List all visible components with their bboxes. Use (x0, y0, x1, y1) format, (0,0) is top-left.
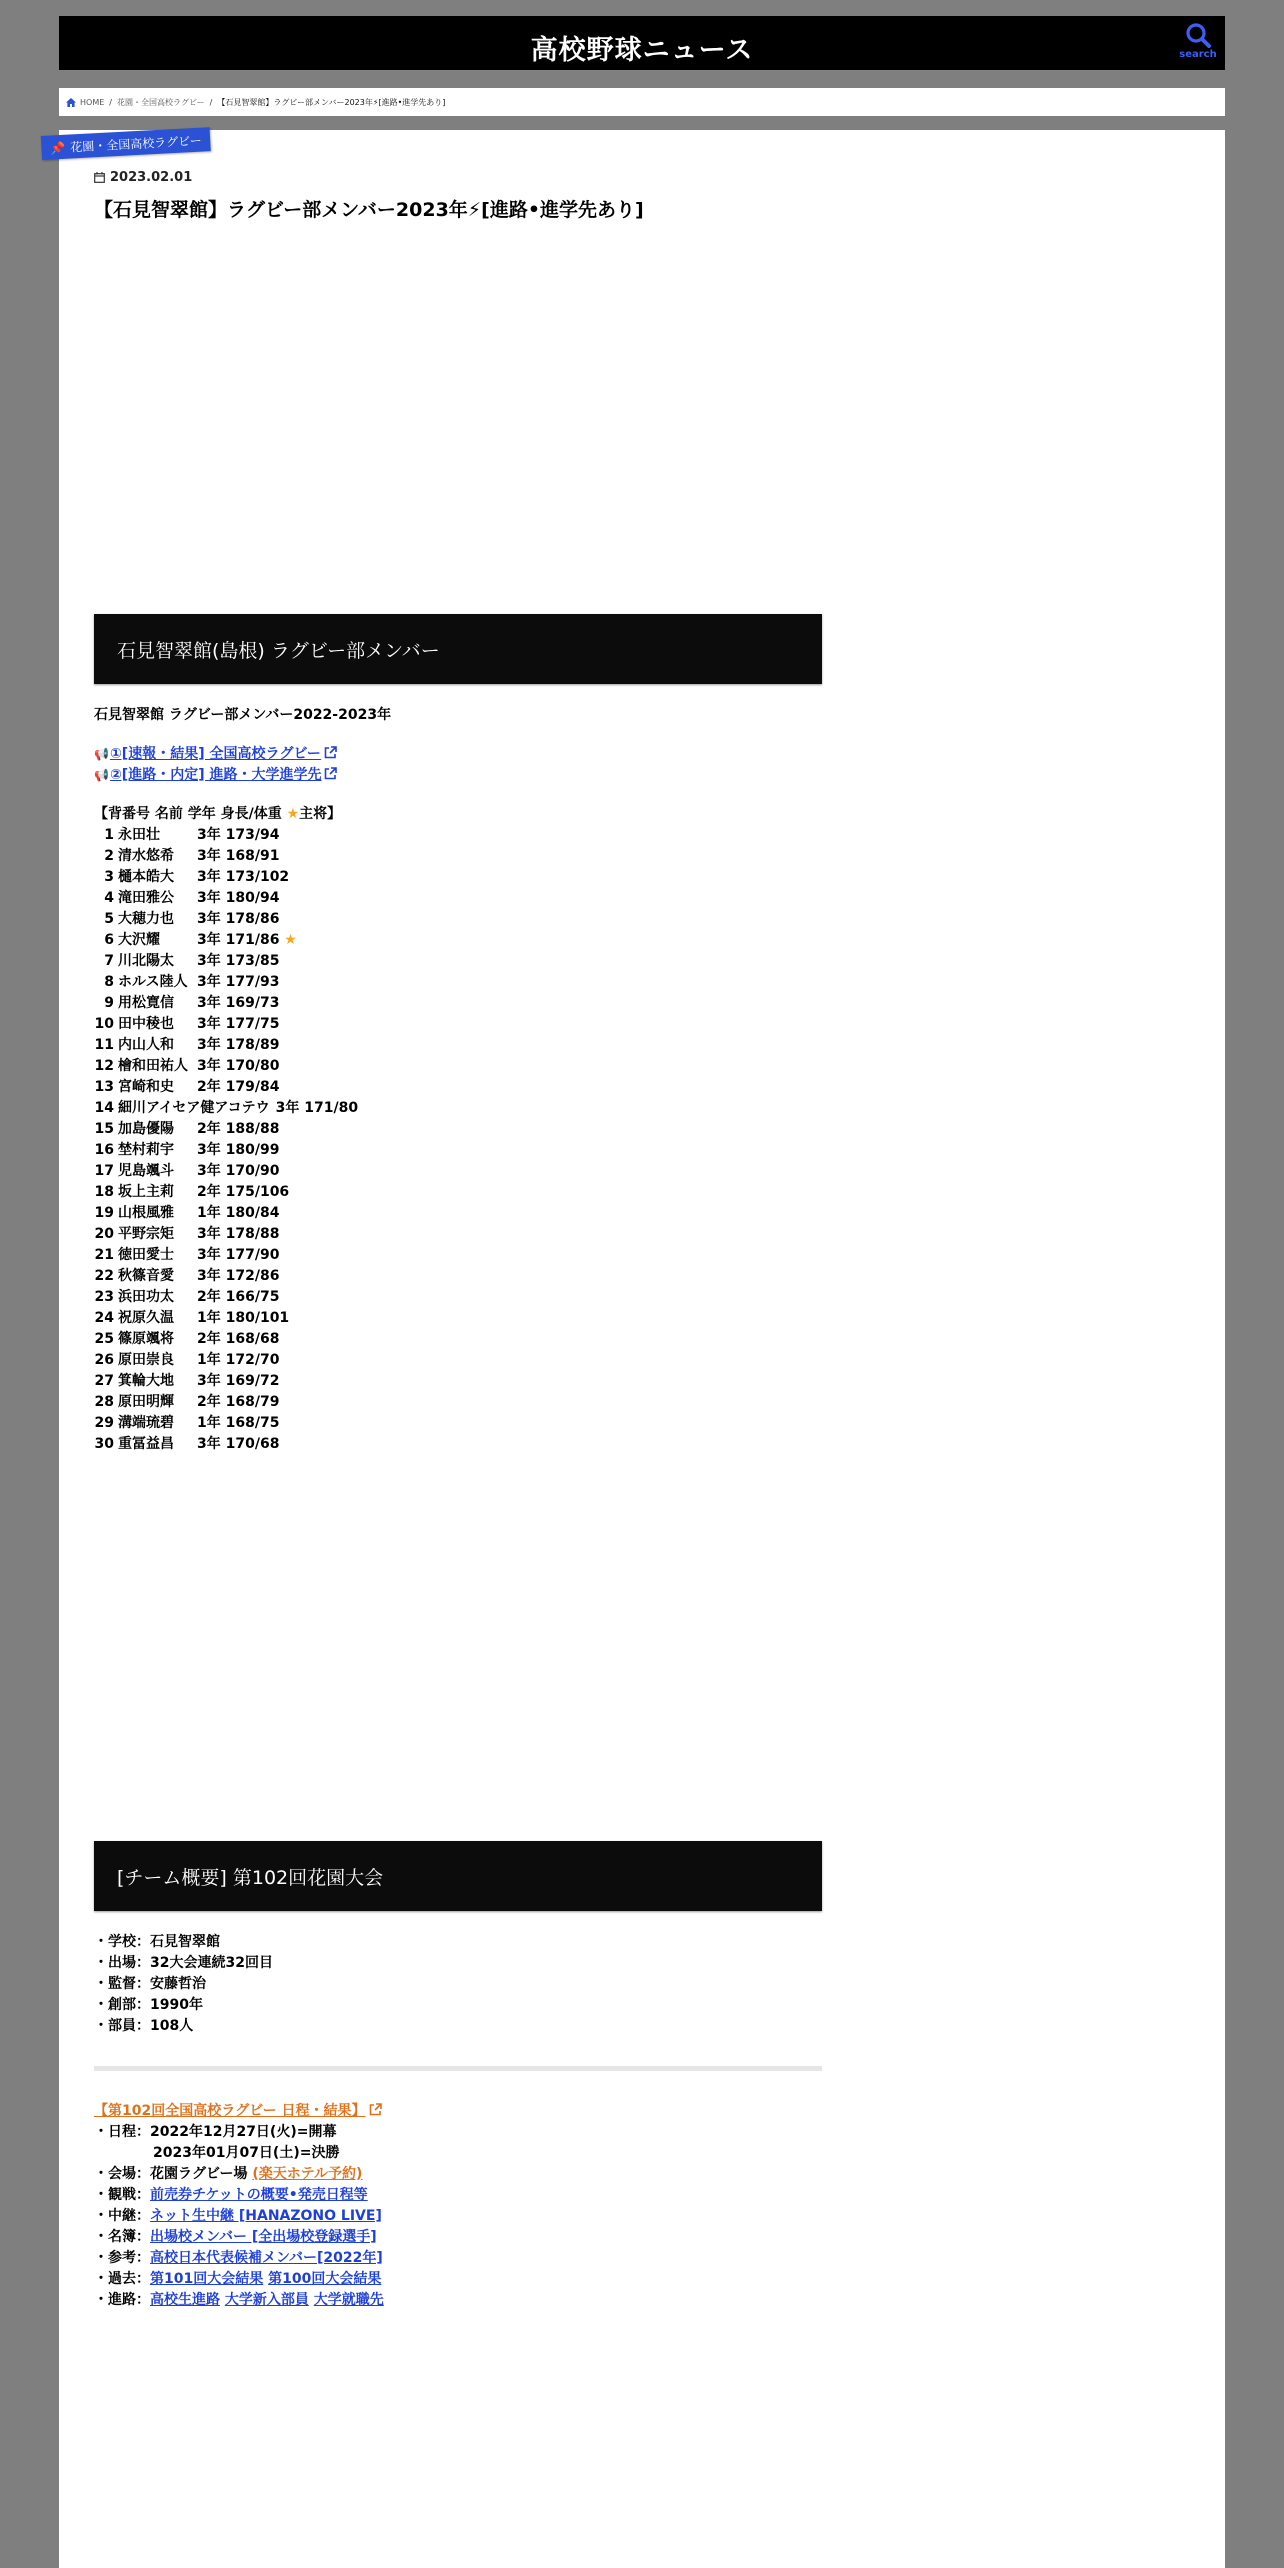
roster-number: 30 (94, 1436, 114, 1452)
roster-name: 加島優陽 (118, 1121, 174, 1137)
external-link-icon (324, 767, 337, 780)
roster-number: 27 (94, 1373, 114, 1389)
roster-number: 14 (94, 1100, 114, 1116)
result-link[interactable]: ①[速報・結果] 全国高校ラグビー (109, 746, 321, 762)
roster-info: 3年 170/90 (197, 1163, 280, 1179)
roster-number: 4 (104, 890, 114, 906)
roster-number: 22 (94, 1268, 114, 1284)
roster-row (94, 993, 834, 1014)
roster-info: 3年 178/89 (197, 1037, 280, 1053)
roster-name: 坂上主莉 (118, 1184, 174, 1200)
captain-star-icon: ★ (279, 932, 297, 948)
roster-row (94, 1182, 834, 1203)
roster-number: 29 (94, 1415, 114, 1431)
roster-info: 2年 175/106 (197, 1184, 290, 1200)
roster-name: ホルス陸人 (118, 974, 188, 990)
past-100-link[interactable]: 第100回大会結果 (268, 2271, 382, 2287)
post-date (94, 170, 192, 185)
roster-number: 15 (94, 1121, 114, 1137)
roster-name: 祝原久温 (118, 1310, 174, 1326)
roster-number: 24 (94, 1310, 114, 1326)
overview-item: ・創部：1990年 (94, 1997, 203, 2013)
schedule-label: ・日程： (94, 2124, 150, 2140)
university-jobs-link[interactable]: 大学就職先 (313, 2292, 384, 2308)
roster-name: 永田壮 (118, 827, 160, 843)
roster-name: 原田崇良 (118, 1352, 174, 1368)
roster-row (94, 1056, 834, 1077)
roster-row (94, 1161, 834, 1182)
broadcast-label: ・中継： (94, 2208, 150, 2224)
highschool-career-link[interactable]: 高校生進路 (150, 2292, 220, 2308)
roster-row (94, 1140, 834, 1161)
roster-name: 川北陽太 (118, 953, 174, 969)
roster-name: 用松寛信 (118, 995, 174, 1011)
roster-info: 1年 172/70 (197, 1352, 280, 1368)
roster-info: 3年 180/99 (197, 1142, 280, 1158)
watch-label: ・観戦： (94, 2187, 150, 2203)
roster-row (94, 1119, 834, 1140)
university-recruits-link[interactable]: 大学新入部員 (224, 2292, 309, 2308)
roster-info: 3年 173/102 (197, 869, 290, 885)
roster-name: 細川アイセア健アコテウ (118, 1100, 270, 1116)
roster-header-text-end: 主将】 (299, 806, 342, 822)
roster-info: 3年 173/85 (197, 953, 280, 969)
members-content (94, 705, 834, 1455)
hotel-link[interactable]: (楽天ホテル予約) (252, 2166, 363, 2182)
roster-name: 滝田雅公 (118, 890, 174, 906)
roster-row (94, 1203, 834, 1224)
roster-info: 2年 168/68 (197, 1331, 280, 1347)
roster-name: 浜田功太 (118, 1289, 174, 1305)
roster-info: 1年 180/84 (197, 1205, 280, 1221)
divider (94, 2066, 822, 2071)
roster-number: 3 (104, 869, 114, 885)
overview-item: ・出場：32大会連続32回目 (94, 1955, 273, 1971)
roster-name: 大沢耀 (118, 932, 160, 948)
roster-number: 28 (94, 1394, 114, 1410)
roster-name: 秋篠音愛 (118, 1268, 174, 1284)
post-title: 【石見智翠館】ラグビー部メンバー2023年⚡[進路•進学先あり] (94, 199, 644, 221)
roster-row (94, 825, 834, 846)
roster-name: 宮崎和史 (118, 1079, 174, 1095)
breadcrumb (59, 88, 1225, 116)
roster-number: 8 (104, 974, 114, 990)
ticket-link[interactable]: 前売券チケットの概要•発売日程等 (150, 2187, 368, 2203)
roster-list (94, 825, 834, 1455)
roster-name: 樋本皓大 (118, 869, 174, 885)
roster-name: 平野宗矩 (118, 1226, 174, 1242)
reference-label: ・参考： (94, 2250, 150, 2266)
roster-row (94, 1098, 834, 1119)
roster-info: 3年 170/80 (197, 1058, 280, 1074)
site-title[interactable]: 高校野球ニュース (530, 35, 754, 66)
career-link-row (94, 765, 834, 786)
roster-info: 3年 177/90 (197, 1247, 280, 1263)
roster-row (94, 1371, 834, 1392)
roster-number: 16 (94, 1142, 114, 1158)
breadcrumb-category-link[interactable]: 花園・全国高校ラグビー (116, 97, 205, 107)
career-label: ・進路： (94, 2292, 150, 2308)
roster-row (94, 1434, 834, 1455)
roster-name: 檜和田祐人 (118, 1058, 188, 1074)
roster-name: 山根風雅 (118, 1205, 174, 1221)
roster-info: 2年 168/79 (197, 1394, 280, 1410)
home-icon (66, 98, 76, 107)
external-link-icon (369, 2103, 382, 2116)
megaphone-icon: 📢 (94, 747, 109, 761)
roster-row (94, 888, 834, 909)
roster-name: 田中稜也 (118, 1016, 174, 1032)
roster-number: 26 (94, 1352, 114, 1368)
roster-number: 23 (94, 1289, 114, 1305)
star-icon: ★ (286, 806, 300, 822)
roster-info: 3年 171/80 (275, 1100, 359, 1116)
venue-text: 花園ラグビー場 (150, 2166, 253, 2182)
roster-info: 3年 170/68 (197, 1436, 280, 1452)
roster-number: 10 (94, 1016, 114, 1032)
schedule-final: 2023年01月07日(土)=決勝 (153, 2145, 340, 2161)
calendar-icon (94, 172, 105, 183)
roster-info: 3年 180/94 (197, 890, 280, 906)
roster-name: 内山人和 (118, 1037, 174, 1053)
roster-info: 1年 168/75 (197, 1415, 280, 1431)
roster-name: 原田明輝 (118, 1394, 174, 1410)
section-heading-overview: [チーム概要] 第102回花園大会 (94, 1841, 822, 1911)
roster-name: 児島颯斗 (118, 1163, 174, 1179)
post-date-text: 2023.02.01 (110, 170, 193, 185)
roster-name: 清水悠希 (118, 848, 174, 864)
career-link[interactable]: ②[進路・内定] 進路・大学進学先 (109, 767, 322, 783)
roster-info: 3年 171/86 (197, 932, 280, 948)
roster-row (94, 951, 834, 972)
roster-info: 2年 179/84 (197, 1079, 280, 1095)
roster-number: 11 (94, 1037, 114, 1053)
roster-info: 3年 178/88 (197, 1226, 280, 1242)
roster-number: 9 (104, 995, 114, 1011)
roster-info: 3年 169/72 (197, 1373, 280, 1389)
roster-number: 7 (104, 953, 114, 969)
roster-row (94, 1266, 834, 1287)
roster-number: 17 (94, 1163, 114, 1179)
members-subtitle: 石見智翠館 ラグビー部メンバー2022-2023年 (94, 707, 392, 723)
roster-info: 3年 173/94 (197, 827, 280, 843)
roster-row (94, 1329, 834, 1350)
roster-row (94, 1035, 834, 1056)
roster-row (94, 972, 834, 993)
roster-number: 19 (94, 1205, 114, 1221)
roster-row (94, 1014, 834, 1035)
section-heading-members: 石見智翠館(島根) ラグビー部メンバー (94, 614, 822, 684)
roster-row (94, 846, 834, 867)
roster-name: 埜村莉宇 (118, 1142, 174, 1158)
tournament-link[interactable]: 【第102回全国高校ラグビー 日程・結果】 (94, 2103, 366, 2119)
past-label: ・過去： (94, 2271, 150, 2287)
roster-row (94, 1392, 834, 1413)
search-button[interactable] (1179, 20, 1217, 66)
live-stream-link[interactable]: ネット生中継 [HANAZONO LIVE] (150, 2208, 382, 2224)
overview-item: ・部員：108人 (94, 2018, 194, 2034)
overview-item: ・学校：石見智翠館 (94, 1934, 220, 1950)
site-header (59, 16, 1225, 70)
roster-row (94, 930, 834, 951)
overview-item: ・監督：安藤哲治 (94, 1976, 206, 1992)
roster-row (94, 1413, 834, 1434)
roster-number: 6 (104, 932, 114, 948)
roster-row (94, 1245, 834, 1266)
roster-name: 溝端琉碧 (118, 1415, 174, 1431)
roster-number: 20 (94, 1226, 114, 1242)
roster-row (94, 1077, 834, 1098)
breadcrumb-home-link[interactable]: HOME (80, 97, 105, 107)
roster-header (94, 804, 834, 825)
roster-info: 3年 178/86 (197, 911, 280, 927)
roster-info: 3年 177/75 (197, 1016, 280, 1032)
pin-icon: 📌 (50, 140, 66, 156)
roster-row (94, 1287, 834, 1308)
search-icon (1185, 22, 1211, 48)
roster-number: 18 (94, 1184, 114, 1200)
past-101-link[interactable]: 第101回大会結果 (150, 2271, 264, 2287)
venue-label: ・会場： (94, 2166, 150, 2182)
roster-row (94, 867, 834, 888)
roster-info: 2年 166/75 (197, 1289, 280, 1305)
roster-info: 3年 168/91 (197, 848, 280, 864)
roster-label: ・名簿： (94, 2229, 150, 2245)
roster-info: 3年 169/73 (197, 995, 280, 1011)
roster-info: 3年 177/93 (197, 974, 280, 990)
roster-row (94, 1308, 834, 1329)
roster-info: 2年 188/88 (197, 1121, 280, 1137)
schedule-opening: 2022年12月27日(火)=開幕 (150, 2124, 337, 2140)
tournament-info (94, 2101, 834, 2311)
overview-content (94, 1932, 834, 2037)
roster-number: 25 (94, 1331, 114, 1347)
roster-name: 大穂力也 (118, 911, 174, 927)
roster-number: 5 (104, 911, 114, 927)
breadcrumb-current: 【石見智翠館】ラグビー部メンバー2023年⚡[進路•進学先あり] (217, 97, 446, 107)
breadcrumb-separator: / (109, 97, 112, 107)
roster-number: 2 (104, 848, 114, 864)
megaphone-icon: 📢 (94, 768, 109, 782)
roster-row (94, 1350, 834, 1371)
roster-name: 徳田愛士 (118, 1247, 174, 1263)
roster-row (94, 1224, 834, 1245)
roster-header-text: 【背番号 名前 学年 身長/体重 (94, 806, 287, 822)
category-badge-label: 花園・全国高校ラグビー (69, 133, 203, 155)
roster-name: 箕輪大地 (118, 1373, 174, 1389)
participants-link[interactable]: 出場校メンバー [全出場校登録選手] (150, 2229, 377, 2245)
search-label: search (1179, 49, 1217, 60)
external-link-icon (324, 746, 337, 759)
result-link-row (94, 744, 834, 765)
roster-info: 1年 180/101 (197, 1310, 290, 1326)
roster-number: 12 (94, 1058, 114, 1074)
roster-name: 篠原颯将 (118, 1331, 174, 1347)
roster-name: 重冨益昌 (118, 1436, 174, 1452)
japan-team-link[interactable]: 高校日本代表候補メンバー[2022年] (150, 2250, 383, 2266)
roster-number: 13 (94, 1079, 114, 1095)
roster-number: 21 (94, 1247, 114, 1263)
roster-row (94, 909, 834, 930)
roster-number: 1 (104, 827, 114, 843)
breadcrumb-separator: / (209, 97, 213, 107)
roster-info: 3年 172/86 (197, 1268, 280, 1284)
